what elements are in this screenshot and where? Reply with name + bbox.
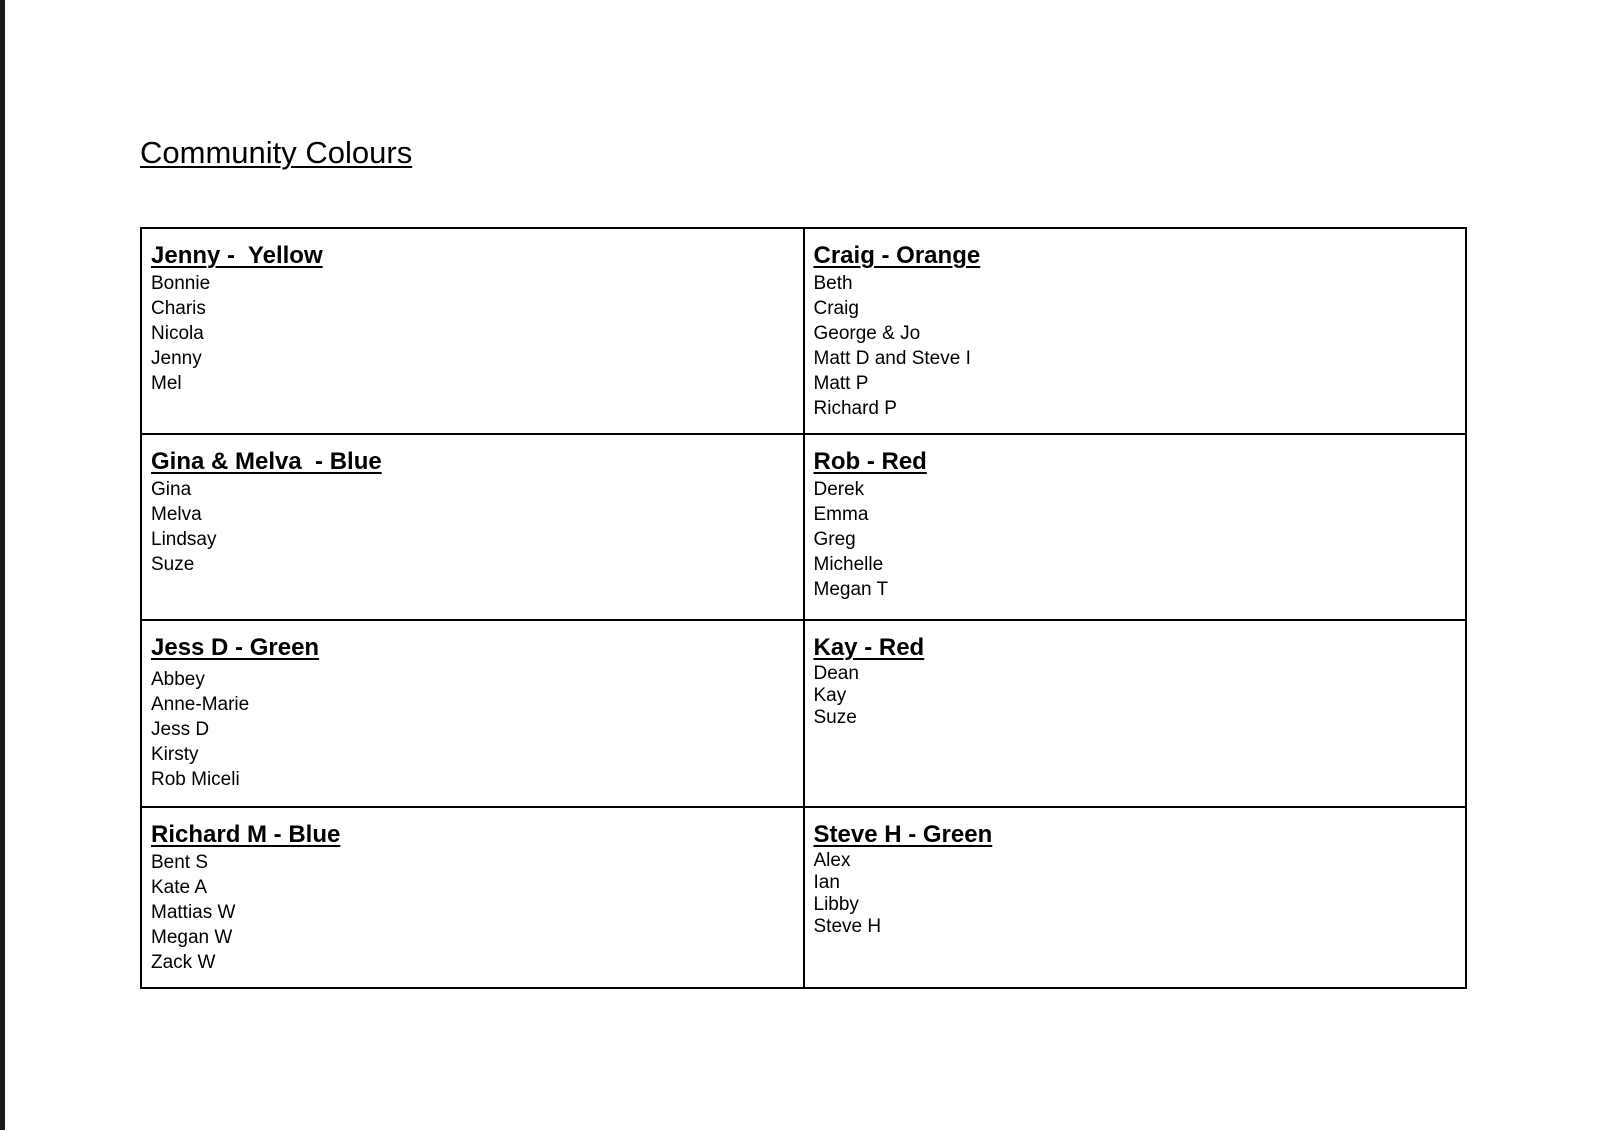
member-name: Kay bbox=[813, 685, 847, 706]
member-name: Emma bbox=[813, 504, 869, 525]
member-name: Suze bbox=[813, 707, 857, 728]
member-list bbox=[151, 667, 794, 792]
group-cell-craig bbox=[804, 228, 1467, 434]
member-name: Jenny bbox=[151, 348, 202, 369]
member-name: Melva bbox=[151, 504, 202, 525]
member-name: Suze bbox=[151, 554, 195, 575]
member-list bbox=[814, 663, 1457, 729]
member-name: Anne-Marie bbox=[151, 694, 250, 715]
group-cell-richard bbox=[141, 807, 804, 988]
member-name: Charis bbox=[151, 298, 206, 319]
group-cell-jenny bbox=[141, 228, 804, 434]
member-name: Bent S bbox=[151, 852, 209, 873]
member-name: Abbey bbox=[151, 669, 205, 690]
community-groups-table bbox=[140, 227, 1467, 989]
member-name: Mattias W bbox=[151, 902, 236, 923]
member-list bbox=[814, 477, 1457, 602]
member-name: Matt D and Steve I bbox=[813, 348, 971, 369]
member-name: Derek bbox=[813, 479, 865, 500]
member-name: Richard P bbox=[813, 398, 897, 419]
member-name: Kirsty bbox=[151, 744, 199, 765]
group-cell-rob bbox=[804, 434, 1467, 620]
member-name: Nicola bbox=[151, 323, 204, 344]
member-name: Craig bbox=[813, 298, 859, 319]
member-name: George & Jo bbox=[813, 323, 921, 344]
page-left-edge bbox=[0, 0, 5, 1130]
member-name: Jess D bbox=[151, 719, 210, 740]
table-row bbox=[141, 807, 1466, 988]
member-name: Megan W bbox=[151, 927, 233, 948]
member-list bbox=[814, 850, 1457, 938]
member-name: Mel bbox=[151, 373, 182, 394]
member-name: Ian bbox=[813, 872, 840, 893]
group-cell-gina-melva bbox=[141, 434, 804, 620]
member-list bbox=[151, 850, 794, 975]
member-name: Steve H bbox=[813, 916, 882, 937]
group-heading: Steve H - Green bbox=[813, 821, 993, 848]
member-name: Gina bbox=[151, 479, 192, 500]
group-heading: Craig - Orange bbox=[813, 242, 981, 269]
member-name: Beth bbox=[813, 273, 853, 294]
member-name: Dean bbox=[813, 663, 859, 684]
member-name: Zack W bbox=[151, 952, 216, 973]
member-list bbox=[151, 271, 794, 396]
group-heading: Jess D - Green bbox=[151, 634, 320, 661]
member-name: Matt P bbox=[813, 373, 869, 394]
member-name: Bonnie bbox=[151, 273, 211, 294]
member-name: Lindsay bbox=[151, 529, 217, 550]
group-cell-kay bbox=[804, 620, 1467, 807]
member-name: Michelle bbox=[813, 554, 884, 575]
member-name: Libby bbox=[813, 894, 859, 915]
member-name: Megan T bbox=[813, 579, 889, 600]
table-row bbox=[141, 620, 1466, 807]
group-heading: Jenny - Yellow bbox=[151, 242, 323, 269]
member-name: Rob Miceli bbox=[151, 769, 240, 790]
group-heading: Gina & Melva - Blue bbox=[151, 448, 382, 475]
group-heading: Rob - Red bbox=[813, 448, 927, 475]
table-row bbox=[141, 434, 1466, 620]
member-name: Kate A bbox=[151, 877, 207, 898]
member-name: Alex bbox=[813, 850, 851, 871]
group-heading: Kay - Red bbox=[813, 634, 925, 661]
group-cell-steve bbox=[804, 807, 1467, 988]
group-cell-jess bbox=[141, 620, 804, 807]
table-row bbox=[141, 228, 1466, 434]
member-list bbox=[151, 477, 794, 577]
member-name: Greg bbox=[813, 529, 856, 550]
page-title: Community Colours bbox=[140, 135, 413, 170]
group-heading: Richard M - Blue bbox=[151, 821, 341, 848]
member-list bbox=[814, 271, 1457, 421]
